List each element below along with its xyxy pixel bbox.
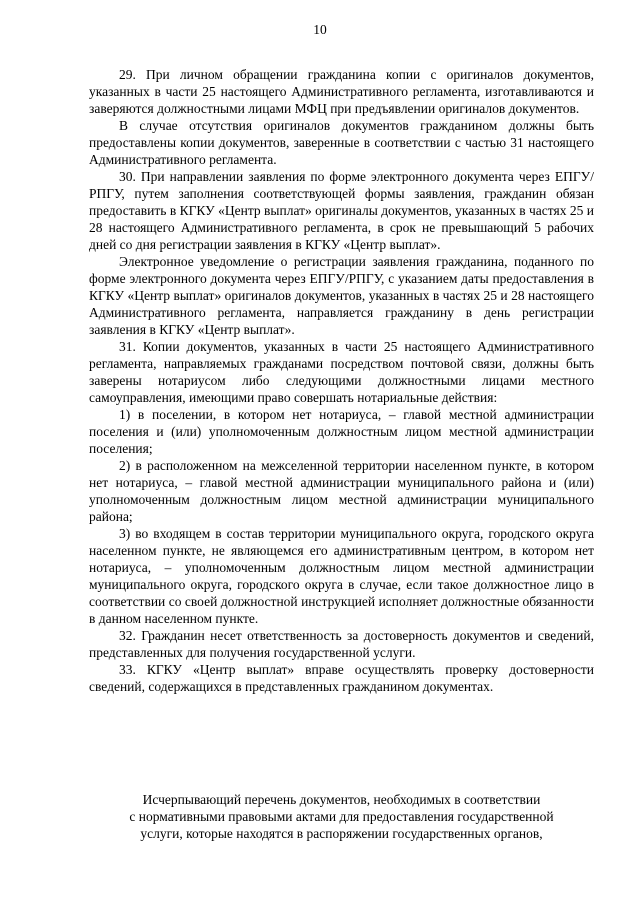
paragraph-33: 33. КГКУ «Центр выплат» вправе осуществлять проверку достоверности сведений, содержащихся в представленных гражданином документах.	[89, 662, 594, 694]
section-heading-line: с нормативными правовыми актами для предоставления государственной	[129, 809, 554, 824]
paragraph-32: 32. Гражданин несет ответственность за достоверность документов и сведений, представленных для получения государственной услуги.	[89, 628, 594, 660]
section-heading-line: услуги, которые находятся в распоряжении государственных органов,	[140, 826, 543, 841]
paragraph-31-item-3: 3) во входящем в состав территории муниципального округа, городского округа населенном пункте, не являющемся его административным центром, в котором нет нотариуса, – уполномоченным должностным лицом местной администрации муниципального округа, городского округа в случае, если такое должностное лицо в соответствии со своей должностной инструкцией исполняет должностные обязанности в данном населенном пункте.	[89, 526, 594, 626]
paragraph-31-item-2: 2) в расположенном на межселенной территории населенном пункте, в котором нет нотариуса, – главой местной администрации муниципального района и (или) уполномоченным должностным лицом местной администрации муниципального района;	[89, 458, 594, 524]
section-heading	[89, 791, 594, 842]
section-heading-line: Исчерпывающий перечень документов, необходимых в соответствии	[142, 792, 541, 807]
paragraph-31: 31. Копии документов, указанных в части 25 настоящего Административного регламента, направляемых гражданами посредством почтовой связи, должны быть заверены нотариусом либо следующими должностными лицами местного самоуправления, имеющими право совершать нотариальные действия:	[89, 339, 594, 405]
paragraph-31-item-1: 1) в поселении, в котором нет нотариуса, – главой местной администрации поселения и (или) уполномоченным должностным лицом местной администрации поселения;	[89, 407, 594, 456]
paragraph-30: 30. При направлении заявления по форме электронного документа через ЕПГУ/РПГУ, путем заполнения соответствующей формы заявления, гражданин обязан предоставить в КГКУ «Центр выплат» оригиналы документов, указанных в частях 25 и 28 настоящего Административного регламента, в срок не превышающий 5 рабочих дней со дня регистрации заявления в КГКУ «Центр выплат».	[89, 169, 594, 252]
document-body	[89, 66, 594, 695]
paragraph-29-note: В случае отсутствия оригиналов документов гражданином должны быть предоставлены копии документов, заверенные в соответствии с частью 31 настоящего Административного регламента.	[89, 118, 594, 167]
page-number: 10	[313, 22, 327, 37]
paragraph-30-notice: Электронное уведомление о регистрации заявления гражданина, поданного по форме электронного документа через ЕПГУ/РПГУ, с указанием даты предоставления в КГКУ «Центр выплат» оригиналов документов, указанных в частях 25 и 28 настоящего Административного регламента, направляется гражданину в день регистрации заявления в КГКУ «Центр выплат».	[89, 254, 594, 337]
paragraph-29: 29. При личном обращении гражданина копии с оригиналов документов, указанных в части 25 настоящего Административного регламента, изготавливаются и заверяются должностными лицами МФЦ при предъявлении оригиналов документов.	[89, 67, 594, 116]
